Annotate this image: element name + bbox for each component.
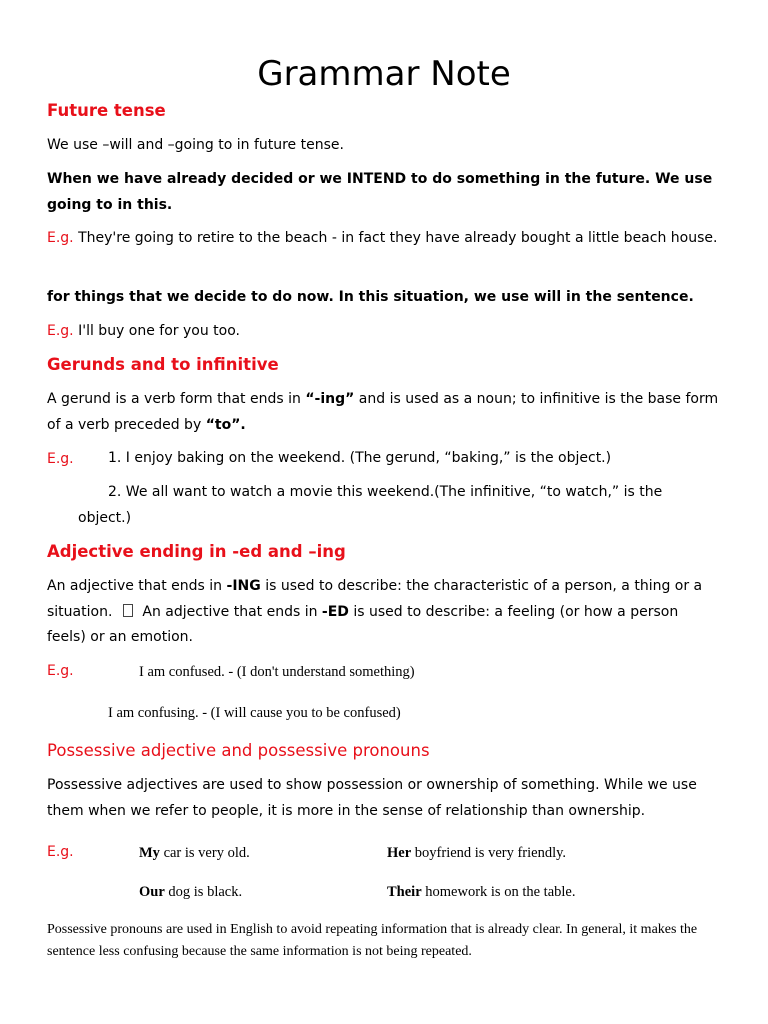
example-text: They're going to retire to the beach - in fact they have already bought a little beach house. (78, 230, 718, 246)
ing-term: -ING (226, 578, 261, 594)
adjective-example-1: I am confused. - (I don't understand something) (139, 664, 415, 680)
possessive-word: Her (387, 845, 412, 861)
possessive-example-her (387, 841, 566, 865)
gerund-example-1: 1. I enjoy baking on the weekend. (The gerund, “baking,” is the object.) (108, 450, 612, 466)
gerund-example-2: 2. We all want to watch a movie this weekend.(The infinitive, “to watch,” is the object.) (78, 484, 663, 526)
text: is used to describe: the characteristic of a person, a thing or a situation. (47, 578, 703, 620)
eg-label: E.g. (47, 451, 74, 467)
eg-label: E.g. (47, 663, 74, 679)
page-title: Grammar Note (257, 54, 511, 94)
example-rest: boyfriend is very friendly. (411, 845, 567, 861)
eg-label: E.g. (47, 844, 74, 860)
example-rest: dog is black. (164, 884, 243, 900)
adjective-heading: Adjective ending in -ed and –ing (47, 542, 346, 561)
possessive-word: Our (139, 884, 165, 900)
possessive-intro: Possessive adjectives are used to show possession or ownership of something. While we use them when we refer to people, it is more in the sense of relationship than ownership. (47, 777, 697, 819)
text: and is used as a noun; to infinitive is the base form of a verb preceded by (47, 391, 719, 433)
possessive-example-their (387, 880, 575, 904)
possessive-example-our (139, 880, 242, 904)
example-rest: car is very old. (159, 845, 250, 861)
eg-label: E.g. (47, 230, 74, 246)
example-rest: homework is on the table. (421, 884, 576, 900)
text: A gerund is a verb form that ends in (47, 391, 306, 407)
text: An adjective that ends in (47, 578, 227, 594)
future-example-2 (47, 319, 723, 345)
possessive-word: Their (387, 884, 422, 900)
text: An adjective that ends in (142, 603, 322, 620)
future-rule-going-to: When we have already decided or we INTEND to do something in the future. We use going to in this. (47, 171, 713, 213)
future-example-1 (47, 226, 723, 252)
ing-term: “-ing” (305, 391, 355, 407)
adjective-definition (47, 574, 717, 651)
gerunds-definition (47, 387, 723, 438)
future-tense-heading: Future tense (47, 101, 166, 120)
future-rule-will: for things that we decide to do now. In this situation, we use will in the sentence. (47, 289, 694, 305)
possessive-pronouns-text: Possessive pronouns are used in English to avoid repeating information that is already clear. In general, it makes the sentence less confusing because the same information is not being repeated. (47, 922, 698, 959)
possessive-heading: Possessive adjective and possessive pronouns (47, 741, 430, 760)
ed-term: -ED (321, 603, 349, 620)
future-intro: We use –will and –going to in future tense. (47, 137, 344, 153)
to-term: “to”. (205, 416, 246, 433)
example-text: I'll buy one for you too. (78, 323, 240, 339)
possessive-word: My (139, 845, 160, 861)
gerunds-heading: Gerunds and to infinitive (47, 355, 279, 374)
text: is used to describe: a feeling (or how a person feels) or an emotion. (47, 603, 679, 645)
possessive-example-my (139, 841, 250, 865)
adjective-example-2: I am confusing. - (I will cause you to be confused) (108, 705, 401, 721)
eg-label: E.g. (47, 323, 74, 339)
checkbox-glyph-icon (123, 604, 133, 617)
